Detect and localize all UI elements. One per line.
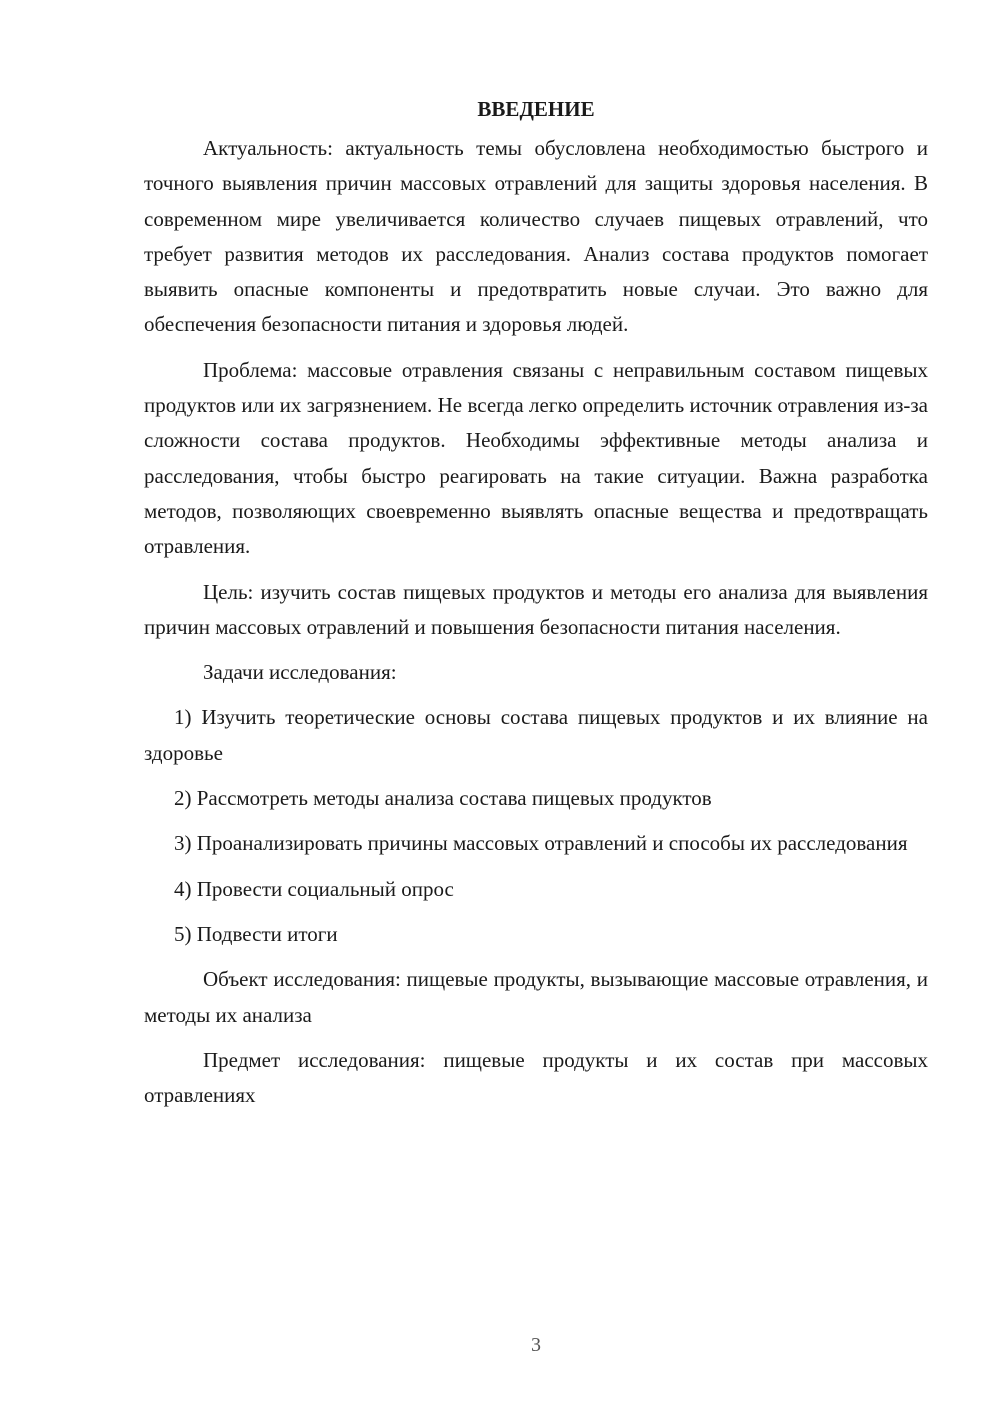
object-paragraph: Объект исследования: пищевые продукты, вызывающие массовые отравления, и методы их анализа — [144, 967, 928, 1027]
page-number: 3 — [531, 1334, 541, 1356]
problem-paragraph: Проблема: массовые отравления связаны с неправильным составом пищевых продуктов или их загрязнением. Не всегда легко определить источник отравления из-за сложности состава продуктов. Необходимы эффективные методы анализа и расследования, чтобы быстро реагировать на такие ситуации. Важна разработка методов, позволяющих своевременно выявлять опасные вещества и предотвращать отравления. — [144, 357, 928, 559]
task-item-4: 4) Провести социальный опрос — [174, 876, 454, 901]
task-item-1: 1) Изучить теоретические основы состава пищевых продуктов и их влияние на здоровье — [144, 705, 928, 765]
tasks-intro: Задачи исследования: — [203, 660, 397, 685]
section-heading: ВВЕДЕНИЕ — [477, 97, 595, 121]
subject-paragraph: Предмет исследования: пищевые продукты и их состав при массовых отравлениях — [144, 1047, 928, 1108]
goal-paragraph: Цель: изучить состав пищевых продуктов и методы его анализа для выявления причин массовых отравлений и повышения безопасности питания населения. — [144, 579, 928, 639]
task-item-3: 3) Проанализировать причины массовых отравлений и способы их расследования — [174, 831, 908, 856]
task-item-5: 5) Подвести итоги — [174, 921, 338, 946]
relevance-paragraph: Актуальность: актуальность темы обусловлена необходимостью быстрого и точного выявления причин массовых отравлений для защиты здоровья населения. В современном мире увеличивается количество случаев пищевых отравлений, что требует развития методов их расследования. Анализ состава продуктов помогает выявить опасные компоненты и предотвратить новые случаи. Это важно для обеспечения безопасности питания и здоровья людей. — [144, 136, 928, 337]
task-item-2: 2) Рассмотреть методы анализа состава пищевых продуктов — [174, 786, 712, 811]
page-content — [144, 92, 928, 1123]
